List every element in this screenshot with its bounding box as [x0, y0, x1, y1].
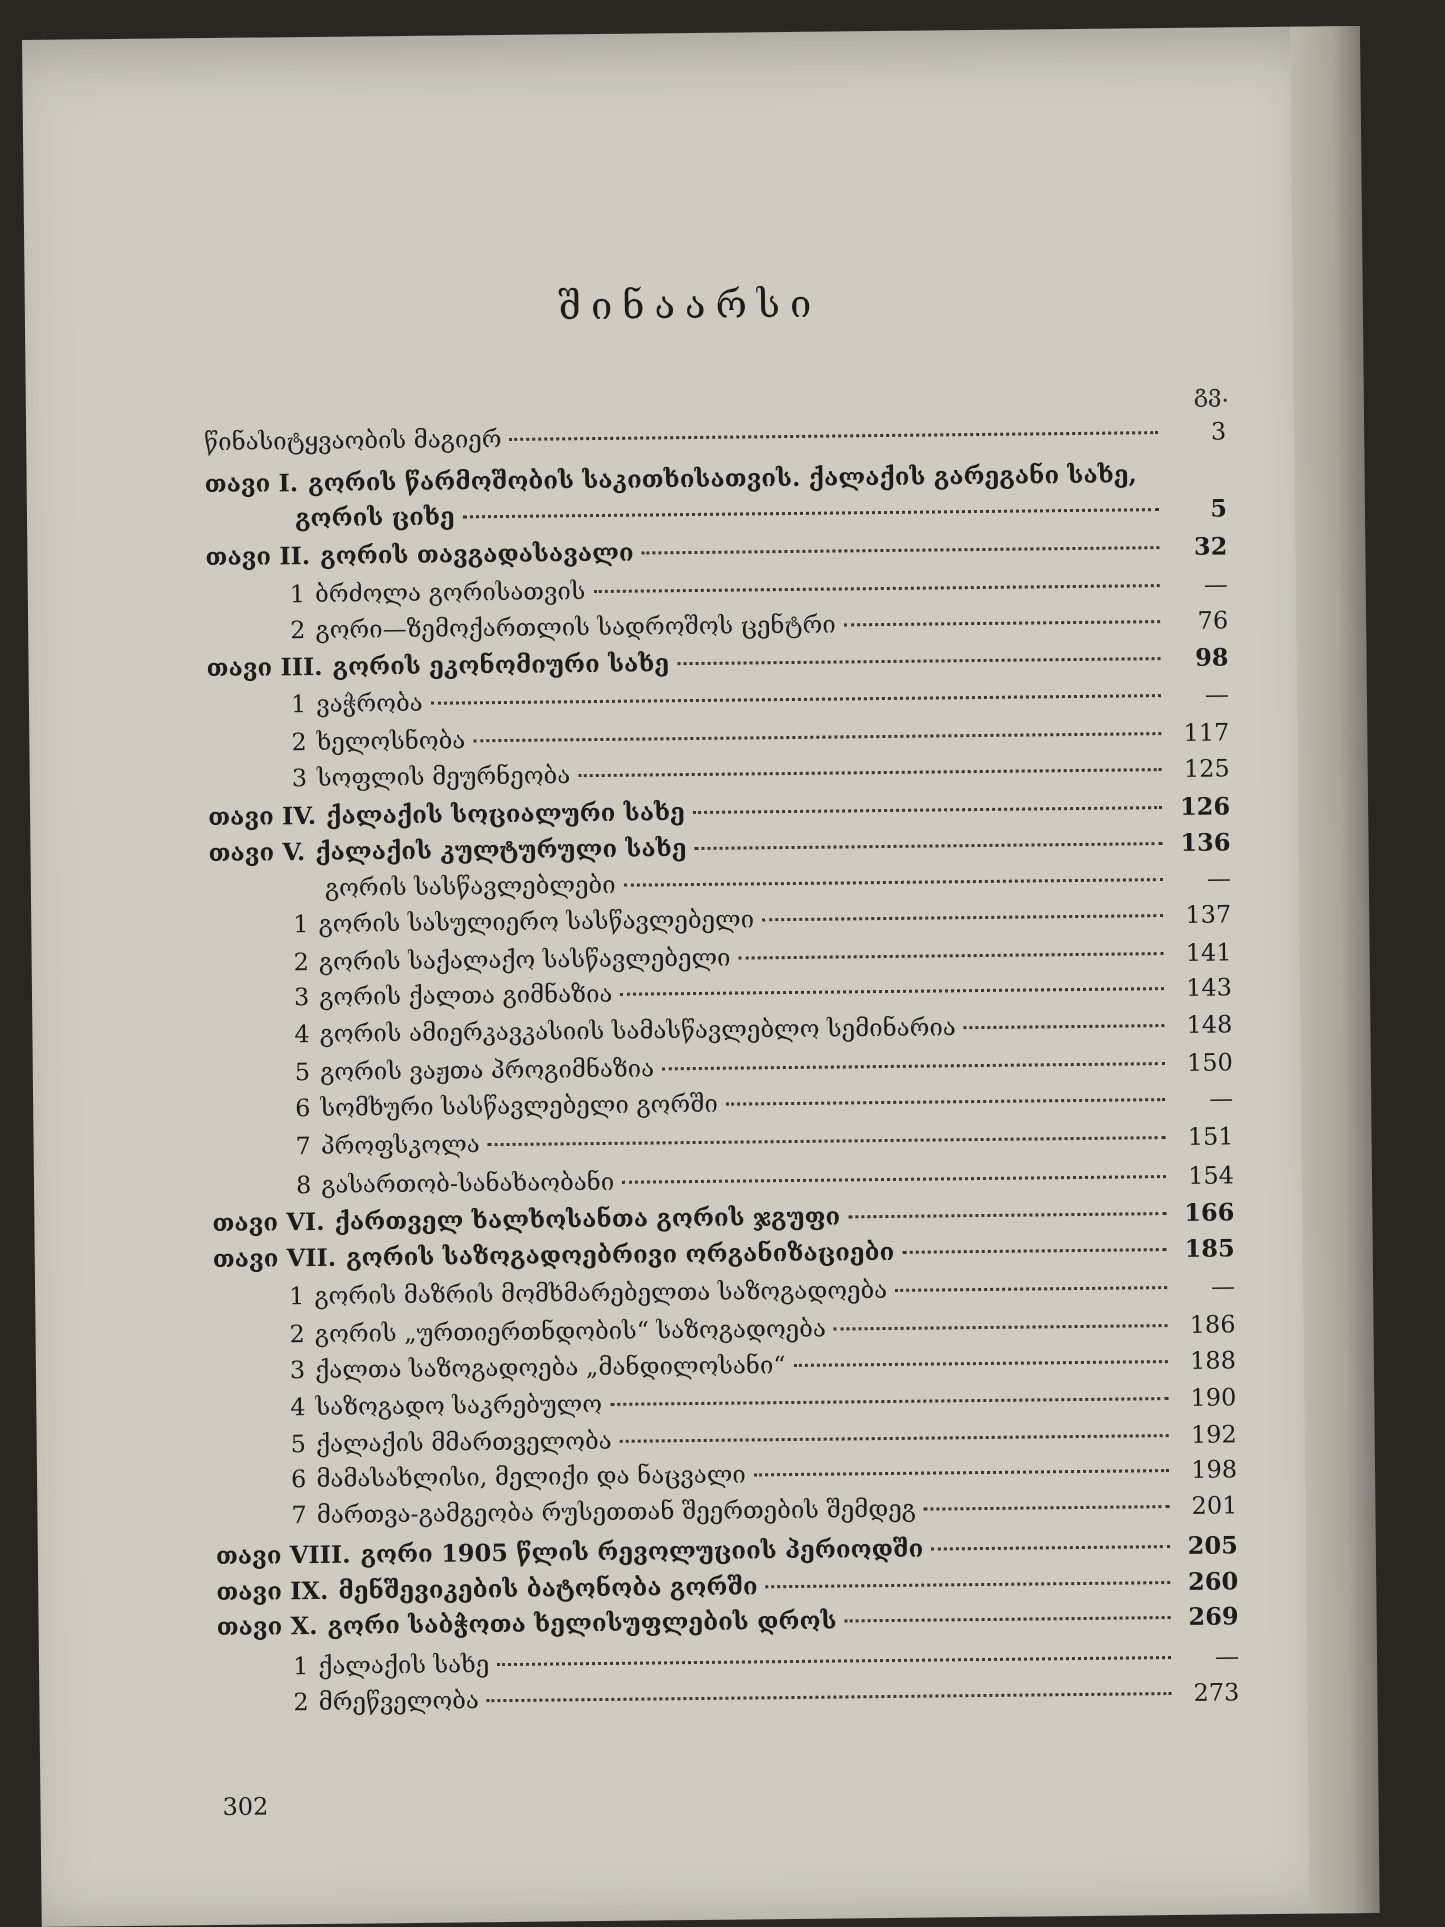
toc-entry — [295, 1122, 1233, 1168]
dot-leader — [848, 1212, 1166, 1218]
toc-entry-page: 117 — [1183, 718, 1230, 747]
toc-entry-page: 154 — [1187, 1161, 1235, 1190]
dot-leader — [610, 1397, 1168, 1406]
toc-entry-prefix: 6 — [295, 1094, 311, 1123]
toc-entry-page: 269 — [1188, 1601, 1239, 1631]
toc-entry-page: 32 — [1193, 531, 1228, 561]
toc-entry-title: გორი—ზემოქართლის სადროშოს ცენტრი — [315, 610, 836, 644]
toc-entry-title: საზოგადო საკრებულო — [315, 1390, 603, 1421]
dot-leader — [620, 987, 1164, 996]
toc-entry-title: გორი 1905 წლის რევოლუციის პერიოდში — [360, 1533, 924, 1569]
toc-entry-page: — — [1204, 680, 1230, 709]
toc-entry-prefix: 2 — [293, 1688, 309, 1717]
dot-leader — [902, 1248, 1166, 1254]
toc-entry-prefix: თავი I. — [204, 468, 299, 499]
dot-leader — [463, 508, 1159, 518]
toc-entry-title: გორის თავგადასავალი — [320, 537, 634, 570]
toc-entry-prefix: თავი IV. — [207, 800, 317, 832]
toc-entry-title: ხელოსნობა — [316, 726, 466, 756]
toc-entry-prefix: თავი X. — [216, 1610, 318, 1642]
toc-entry-title: სოფლის მეურნეობა — [316, 761, 571, 792]
toc-entry-page: 205 — [1187, 1530, 1238, 1560]
toc-entry-prefix: 5 — [290, 1430, 307, 1459]
toc-entry-page: — — [1206, 864, 1231, 893]
toc-entry-prefix: 1 — [292, 1652, 309, 1681]
dot-leader — [931, 1545, 1170, 1550]
toc-entry-title: გორის სასულიერო სასწავლებელი — [318, 905, 755, 938]
toc-entry-page — [1167, 481, 1227, 482]
toc-entry-title: გორის მაზრის მომხმარებელთა საზოგადოება — [314, 1276, 888, 1311]
dot-leader — [924, 1505, 1170, 1511]
toc-entry-page: — — [1214, 1642, 1240, 1671]
toc-entry-page: 126 — [1179, 791, 1231, 821]
toc-entry-title: ქალაქის სახე — [318, 1650, 490, 1680]
toc-entry-page: 188 — [1189, 1346, 1237, 1375]
toc-entry-title: მრეწველობა — [318, 1686, 480, 1716]
toc-entry-page: 137 — [1185, 900, 1232, 929]
toc-entry-page: 201 — [1191, 1491, 1238, 1520]
dot-leader — [794, 1360, 1168, 1367]
dot-leader — [895, 1286, 1167, 1292]
toc-entry-page: 192 — [1190, 1420, 1237, 1449]
toc-entry-title: გორის ქალთა გიმნაზია — [319, 979, 613, 1011]
dot-leader — [488, 1136, 1166, 1146]
toc-entry-title: გორის სასწავლებლები — [324, 870, 616, 902]
toc-entry-prefix: 4 — [290, 1393, 306, 1422]
dot-leader — [693, 806, 1162, 814]
dot-leader — [662, 1062, 1165, 1070]
toc-entry-page: 136 — [1180, 827, 1231, 857]
toc-entry — [204, 417, 1226, 464]
dot-leader — [620, 1434, 1169, 1443]
toc-entry-title: გორის ციხე — [294, 501, 455, 533]
toc-entry-page: 3 — [1210, 417, 1227, 446]
dot-leader — [695, 842, 1163, 850]
toc-entry-page: — — [1210, 1272, 1236, 1301]
toc-entry-title: წინასიტყვაობის მაგიერ — [204, 425, 502, 457]
page-column-label: გვ. — [1193, 379, 1230, 408]
toc-entry-prefix: თავი V. — [208, 837, 306, 868]
footer-page-number: 302 — [222, 1792, 269, 1821]
toc-entry-prefix: თავი VIII. — [215, 1539, 351, 1571]
dot-leader — [677, 657, 1160, 665]
toc-entry-title: მართვა-გამგეობა რუსეთთან შეერთების შემდეგ — [316, 1494, 917, 1529]
toc-entry-title: ვაჭრობა — [316, 688, 423, 718]
dot-leader — [642, 546, 1160, 554]
toc-entry-prefix: 3 — [293, 983, 310, 1012]
toc-entry-page: 148 — [1186, 1010, 1233, 1039]
dot-leader — [578, 768, 1161, 777]
toc-entry-prefix: თავი III. — [206, 651, 323, 683]
toc-entry-prefix: თავი IX. — [216, 1575, 329, 1607]
dot-leader — [726, 1098, 1165, 1106]
toc-entry-prefix: 2 — [293, 948, 310, 977]
toc-entry-title: გასართობ-სანახაობანი — [321, 1167, 615, 1199]
toc-entry-title: გორის ეკონომიური სახე — [332, 648, 670, 681]
toc-entry-page: 166 — [1184, 1197, 1235, 1227]
toc-entry-prefix: 1 — [290, 690, 307, 719]
toc-entry-title: ქალთა საზოგადოება „მანდილოსანი“ — [315, 1351, 786, 1385]
toc-entry-title: გორის საზოგადოებრივი ორგანიზაციები — [345, 1236, 895, 1272]
toc-entry-prefix: 6 — [290, 1465, 307, 1494]
toc-entry-prefix: 1 — [293, 910, 309, 939]
toc-entry-page: 186 — [1189, 1310, 1236, 1339]
toc-entry-prefix: 7 — [291, 1501, 307, 1530]
toc-entry-page: 76 — [1197, 606, 1229, 635]
toc-entry-title: გორის ვაჟთა პროგიმნაზია — [319, 1054, 655, 1086]
toc-entry-prefix: 2 — [291, 728, 307, 757]
toc-entry-page: 260 — [1187, 1566, 1239, 1596]
dot-leader — [510, 431, 1159, 441]
dot-leader — [845, 1616, 1171, 1622]
toc-entry-page: 190 — [1190, 1383, 1237, 1412]
toc-entry-title: გორის „ურთიერთნდობის“ საზოგადოება — [314, 1314, 826, 1349]
toc-entry-title: გორის ამიერკავკასიის სამასწავლებლო სემინარია — [319, 1013, 956, 1048]
toc-entry-prefix: თავი II. — [205, 541, 311, 572]
dot-leader — [964, 1024, 1165, 1029]
toc-entry-page: 125 — [1183, 754, 1230, 783]
toc-entry-title: ქალაქის კულტურული სახე — [315, 833, 687, 866]
toc-entry-prefix: 2 — [290, 616, 306, 645]
dot-leader — [431, 694, 1161, 705]
dot-leader — [766, 1581, 1171, 1588]
dot-leader — [844, 620, 1160, 626]
toc-entry-title: ბრძოლა გორისათვის — [314, 577, 586, 608]
toc-entry-prefix: 4 — [294, 1020, 310, 1049]
dot-leader — [487, 1692, 1172, 1702]
table-of-contents — [26, 416, 1356, 1717]
toc-entry-title: ქართველ ხალხოსანთა გორის ჯგუფი — [334, 1201, 841, 1236]
dot-leader — [739, 952, 1164, 959]
page-title: შინაარსი — [558, 281, 822, 329]
toc-entry-prefix: 5 — [294, 1058, 311, 1087]
toc-entry-page: 273 — [1193, 1678, 1240, 1707]
dot-leader — [762, 914, 1163, 921]
book-page — [22, 26, 1372, 1927]
toc-entry-page: — — [1203, 570, 1228, 599]
dot-leader — [473, 732, 1161, 742]
toc-entry-title: სომხური სასწავლებელი გორში — [320, 1089, 718, 1122]
dot-leader — [834, 1324, 1168, 1330]
toc-entry-page: 98 — [1194, 642, 1229, 672]
toc-entry-prefix: 3 — [291, 764, 308, 793]
toc-entry-page: 141 — [1185, 938, 1232, 967]
toc-entry-prefix: 8 — [295, 1171, 312, 1200]
toc-entry-page: 185 — [1184, 1233, 1235, 1263]
toc-entry-prefix: 2 — [289, 1320, 305, 1349]
toc-entry-title: ქალაქის სოციალური სახე — [325, 797, 686, 830]
toc-entry-prefix: თავი VII. — [212, 1242, 337, 1274]
toc-entry-prefix: 7 — [295, 1132, 312, 1161]
dot-leader — [497, 1656, 1171, 1666]
dot-leader — [593, 584, 1159, 593]
toc-entry-title: ქალაქის მმართველობა — [315, 1426, 612, 1458]
toc-entry-title: გორის საქალაქო სასწავლებელი — [318, 943, 731, 976]
dot-leader — [754, 1469, 1169, 1476]
toc-entry-page: — — [1209, 1084, 1234, 1113]
toc-entry-page: 5 — [1210, 493, 1228, 523]
toc-entry-title: მენშევიკების ბატონობა გორში — [338, 1571, 758, 1605]
toc-entry-page: 151 — [1187, 1122, 1234, 1151]
toc-entry-page: 143 — [1186, 973, 1233, 1002]
toc-entry-prefix: თავი VI. — [212, 1206, 325, 1238]
toc-entry-prefix: 1 — [289, 580, 306, 609]
toc-entry-page: 198 — [1191, 1455, 1238, 1484]
toc-entry-prefix: 3 — [289, 1356, 306, 1385]
dot-leader — [622, 1175, 1166, 1184]
toc-entry-page: 150 — [1186, 1048, 1233, 1077]
toc-entry-title: მამასახლისი, მელიქი და ნაცვალი — [316, 1460, 746, 1493]
toc-entry-title: პროფსკოლა — [320, 1130, 480, 1160]
dot-leader — [624, 878, 1163, 887]
toc-entry-prefix: 1 — [289, 1282, 305, 1311]
toc-entry-title: გორის წარმოშობის საკითხისათვის. ქალაქის გარეგანი სახე, — [308, 459, 1138, 498]
toc-entry-title: გორი საბჭოთა ხელისუფლების დროს — [327, 1605, 837, 1640]
